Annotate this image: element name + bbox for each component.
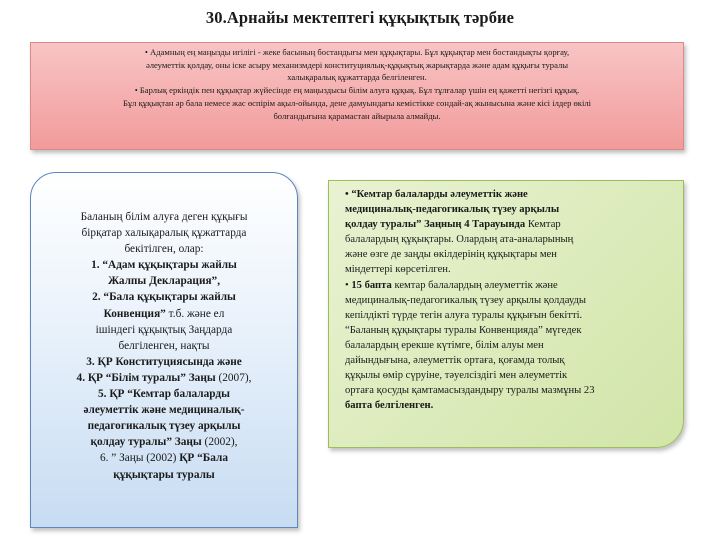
law-line xyxy=(345,278,673,293)
documents-item-2-rest: т.б. және ел xyxy=(165,307,225,320)
documents-item-5-cont: педагогикалық түзеу арқылы xyxy=(87,420,241,433)
documents-line xyxy=(43,257,285,273)
intro-box xyxy=(30,42,684,150)
law-text: кемтар балалардың әлеуметтік және xyxy=(391,279,558,291)
law-line xyxy=(345,202,673,217)
documents-item-3: 3. ҚР Конституциясында және xyxy=(86,355,242,368)
intro-line: • Барлық еркіндік пен құқықтар жүйесінде ең маңыздысы білім алуға құқық. Бұл тұлғалар үшін ең қажетті негізгі құқық. xyxy=(134,85,580,96)
documents-item-6-cont: құқықтары туралы xyxy=(113,468,215,481)
documents-line: Баланың білім алуға деген құқығы xyxy=(80,211,248,223)
documents-item-1-cont: Жалпы Декларация”, xyxy=(107,275,221,288)
intro-line: халықаралық құжаттарда белгіленген. xyxy=(287,72,427,83)
documents-item-6: 6. ” Заңы (2002) xyxy=(100,452,180,465)
documents-item-5-cont: қолдау туралы” Заңы xyxy=(90,436,202,449)
documents-item-2-cont: Конвенция” xyxy=(103,307,166,320)
law-line: құқылы өмір сүруіне, тәуелсіздігі мен әлеуметтік xyxy=(345,370,568,382)
documents-item-5-cont: әлеуметтік және медициналық- xyxy=(83,404,245,417)
slide-title: 30.Арнайы мектептегі құқықтық тәрбие xyxy=(205,8,515,27)
law-bullet: • xyxy=(345,279,352,291)
documents-line xyxy=(43,354,285,370)
documents-line xyxy=(43,273,285,289)
documents-line xyxy=(43,402,285,418)
documents-line xyxy=(43,370,285,386)
article-23: бапта белгіленген. xyxy=(345,400,434,412)
law-heading-cont: қолдау туралы” Заңның 4 Тарауында xyxy=(345,219,526,231)
documents-item-4-rest: (2007), xyxy=(215,371,252,384)
intro-line: әлеуметтік қолдау, оны іске асыру механизмдері конституциялық-құқықтық жарықтарда және адам құқығы туралы xyxy=(145,59,569,70)
documents-line xyxy=(43,386,285,402)
law-text: Кемтар xyxy=(525,219,561,231)
documents-line xyxy=(43,434,285,450)
intro-line: Бұл құқықтан әр бала немесе жас өспірім ақыл-ойында, дене дамуындағы кемістікке сондай-ақ жынысына және кісі ілдер өкілі xyxy=(122,97,592,108)
documents-line: белгіленген, нақты xyxy=(118,339,210,352)
documents-item-5: 5. ҚР “Кемтар балаларды xyxy=(98,388,230,401)
documents-line xyxy=(43,306,285,322)
documents-item-6-bold: ҚР “Бала xyxy=(179,452,228,465)
documents-item-5-rest: (2002), xyxy=(201,436,238,449)
law-heading: • “Кемтар балаларды әлеуметтік және xyxy=(345,189,528,200)
documents-item-4: 4. ҚР “Білім туралы” Заңы xyxy=(76,371,216,384)
law-line: ортаға қосуды қамтамасыздандыру туралы мазмұны 23 xyxy=(345,385,595,397)
law-line: медициналық-педагогикалық түзеу арқылы қолдауды xyxy=(345,294,586,306)
law-line xyxy=(345,398,673,413)
law-line: және өзге де заңды өкілдерінің құқықтары мен xyxy=(345,249,557,261)
documents-item-2: 2. “Бала құқықтары жайлы xyxy=(92,291,236,304)
documents-box xyxy=(30,172,298,528)
documents-item-1: 1. “Адам құқықтары жайлы xyxy=(91,259,237,272)
documents-line: бірқатар халықаралық құжаттарда xyxy=(81,227,247,240)
documents-line xyxy=(43,289,285,305)
documents-line xyxy=(43,450,285,466)
documents-line xyxy=(43,418,285,434)
documents-line: бекітілген, олар: xyxy=(124,243,204,256)
documents-line: ішіндегі құқықтық Заңдарда xyxy=(95,323,233,336)
law-line: балалардың құқықтары. Олардың ата-аналарының xyxy=(345,234,574,246)
law-line xyxy=(345,217,673,232)
law-line: міндеттері көрсетілген. xyxy=(345,264,451,276)
law-line xyxy=(345,187,673,202)
intro-line: болғандығына қарамастан айырыла алмайды. xyxy=(273,110,441,121)
law-line: дайындығына, әлеуметтік ортаға, қоғамда толық xyxy=(345,355,565,367)
law-box xyxy=(328,180,684,448)
documents-line xyxy=(43,467,285,483)
law-heading-cont: медициналық-педагогикалық түзеу арқылы xyxy=(345,204,560,216)
law-line: “Баланың құқықтары туралы Конвенцияда” мүгедек xyxy=(345,324,582,336)
law-line: кепілдікті түрде тегін алуға туралы құқығын бекітті. xyxy=(345,309,583,321)
article-15: 15 бапта xyxy=(351,279,392,291)
law-line: балалардың ерекше күтімге, білім алуы мен xyxy=(345,339,544,351)
intro-line: • Адамның ең маңызды игілігі - жеке басының бостандығы мен құқықтары. Бұл құқықтар мен бостандықты қорғау, xyxy=(144,47,570,57)
